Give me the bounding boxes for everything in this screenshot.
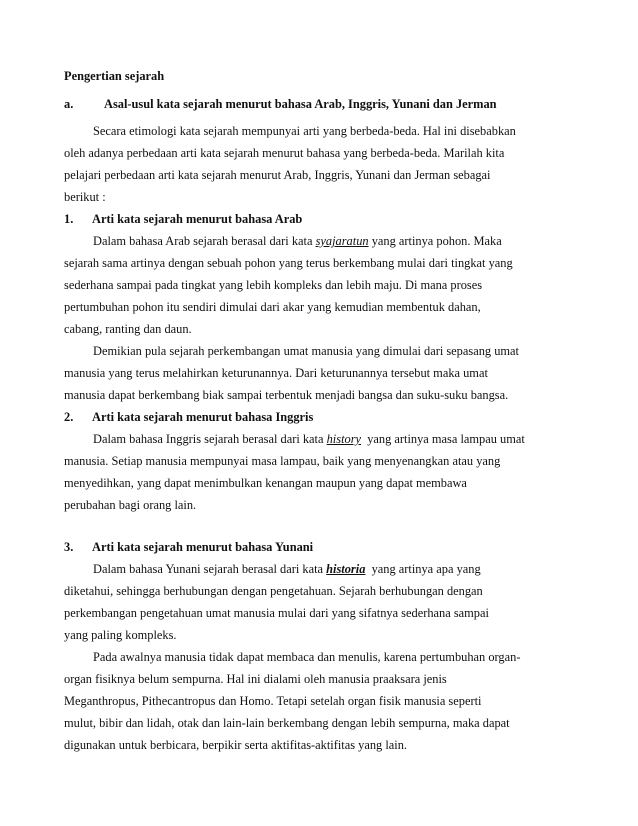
section-2-paragraph-line — [93, 431, 525, 447]
subheading-a — [64, 96, 497, 112]
section-1-paragraph-line: cabang, ranting dan daun. — [64, 322, 192, 336]
section-3-paragraph-line: mulut, bibir dan lidah, otak dan lain-lain berkembang dengan lebih sempurna, maka dapat — [64, 716, 510, 730]
term-history: history — [326, 432, 362, 446]
section-2-title: Arti kata sejarah menurut bahasa Inggris — [92, 410, 314, 424]
intro-line: oleh adanya perbedaan arti kata sejarah menurut bahasa yang berbeda-beda. Marilah kita — [64, 146, 505, 160]
section-2-number: 2. — [64, 410, 74, 424]
section-3-title: Arti kata sejarah menurut bahasa Yunani — [92, 540, 314, 554]
section-3-paragraph-line: perkembangan pengetahuan umat manusia mulai dari yang sifatnya sederhana sampai — [64, 606, 489, 620]
section-1-paragraph-line: sederhana sampai pada tingkat yang lebih kompleks dan lebih maju. Di mana proses — [64, 278, 483, 292]
subheading-marker: a. — [64, 97, 74, 111]
section-1-paragraph-line: sejarah sama artinya dengan sebuah pohon yang terus berkembang mulai dari tingkat yang — [64, 256, 513, 270]
section-1-paragraph-line: Demikian pula sejarah perkembangan umat manusia yang dimulai dari sepasang umat — [93, 344, 519, 358]
section-1-paragraph-line: manusia yang terus melahirkan keturunannya. Dari keturunannya tersebut maka umat — [64, 366, 488, 380]
document-title: Pengertian sejarah — [64, 69, 165, 83]
section-3-paragraph-line: organ fisiknya belum sempurna. Hal ini dialami oleh manusia praaksara jenis — [64, 672, 447, 686]
section-3-paragraph-line: Meganthropus, Pithecantropus dan Homo. Tetapi setelah organ fisik manusia seperti — [64, 694, 482, 708]
section-1-paragraph-line — [93, 233, 502, 249]
term-historia: historia — [326, 562, 366, 576]
section-2-paragraph-line: menyedihkan, yang dapat menimbulkan kenangan maupun yang dapat membawa — [64, 476, 467, 490]
section-3-paragraph-line: Pada awalnya manusia tidak dapat membaca dan menulis, karena pertumbuhan organ- — [93, 650, 521, 664]
intro-line: pelajari perbedaan arti kata sejarah menurut Arab, Inggris, Yunani dan Jerman sebagai — [64, 168, 491, 182]
text-span: yang artinya apa yang — [365, 562, 481, 576]
section-3-paragraph-line: digunakan untuk berbicara, berpikir serta aktifitas-aktifitas yang lain. — [64, 738, 408, 752]
section-3-heading — [64, 539, 313, 555]
intro-line: Secara etimologi kata sejarah mempunyai arti yang berbeda-beda. Hal ini disebabkan — [93, 124, 516, 138]
text-span: Dalam bahasa Inggris sejarah berasal dari kata — [93, 432, 327, 446]
subheading-text: Asal-usul kata sejarah menurut bahasa Arab, Inggris, Yunani dan Jerman — [104, 97, 497, 111]
text-span: Dalam bahasa Yunani sejarah berasal dari kata — [93, 562, 327, 576]
intro-line: berikut : — [64, 190, 106, 204]
section-3-paragraph-line: yang paling kompleks. — [64, 628, 177, 642]
section-1-number: 1. — [64, 212, 74, 226]
section-3-paragraph-line: diketahui, sehingga berhubungan dengan pengetahuan. Sejarah berhubungan dengan — [64, 584, 483, 598]
text-span: Dalam bahasa Arab sejarah berasal dari kata — [93, 234, 316, 248]
text-span: yang artinya masa lampau umat — [361, 432, 525, 446]
section-2-heading — [64, 409, 313, 425]
section-1-heading — [64, 211, 302, 227]
term-syajaratun: syajaratun — [315, 234, 369, 248]
section-1-paragraph-line: manusia dapat berkembang biak sampai terbentuk menjadi bangsa dan suku-suku bangsa. — [64, 388, 509, 402]
section-3-paragraph-line — [93, 561, 481, 577]
section-2-paragraph-line: perubahan bagi orang lain. — [64, 498, 197, 512]
section-2-paragraph-line: manusia. Setiap manusia mempunyai masa lampau, baik yang menyenangkan atau yang — [64, 454, 501, 468]
text-span: yang artinya pohon. Maka — [368, 234, 502, 248]
section-1-title: Arti kata sejarah menurut bahasa Arab — [92, 212, 303, 226]
section-3-number: 3. — [64, 540, 74, 554]
section-1-paragraph-line: pertumbuhan pohon itu sendiri dimulai dari akar yang kemudian membentuk dahan, — [64, 300, 481, 314]
